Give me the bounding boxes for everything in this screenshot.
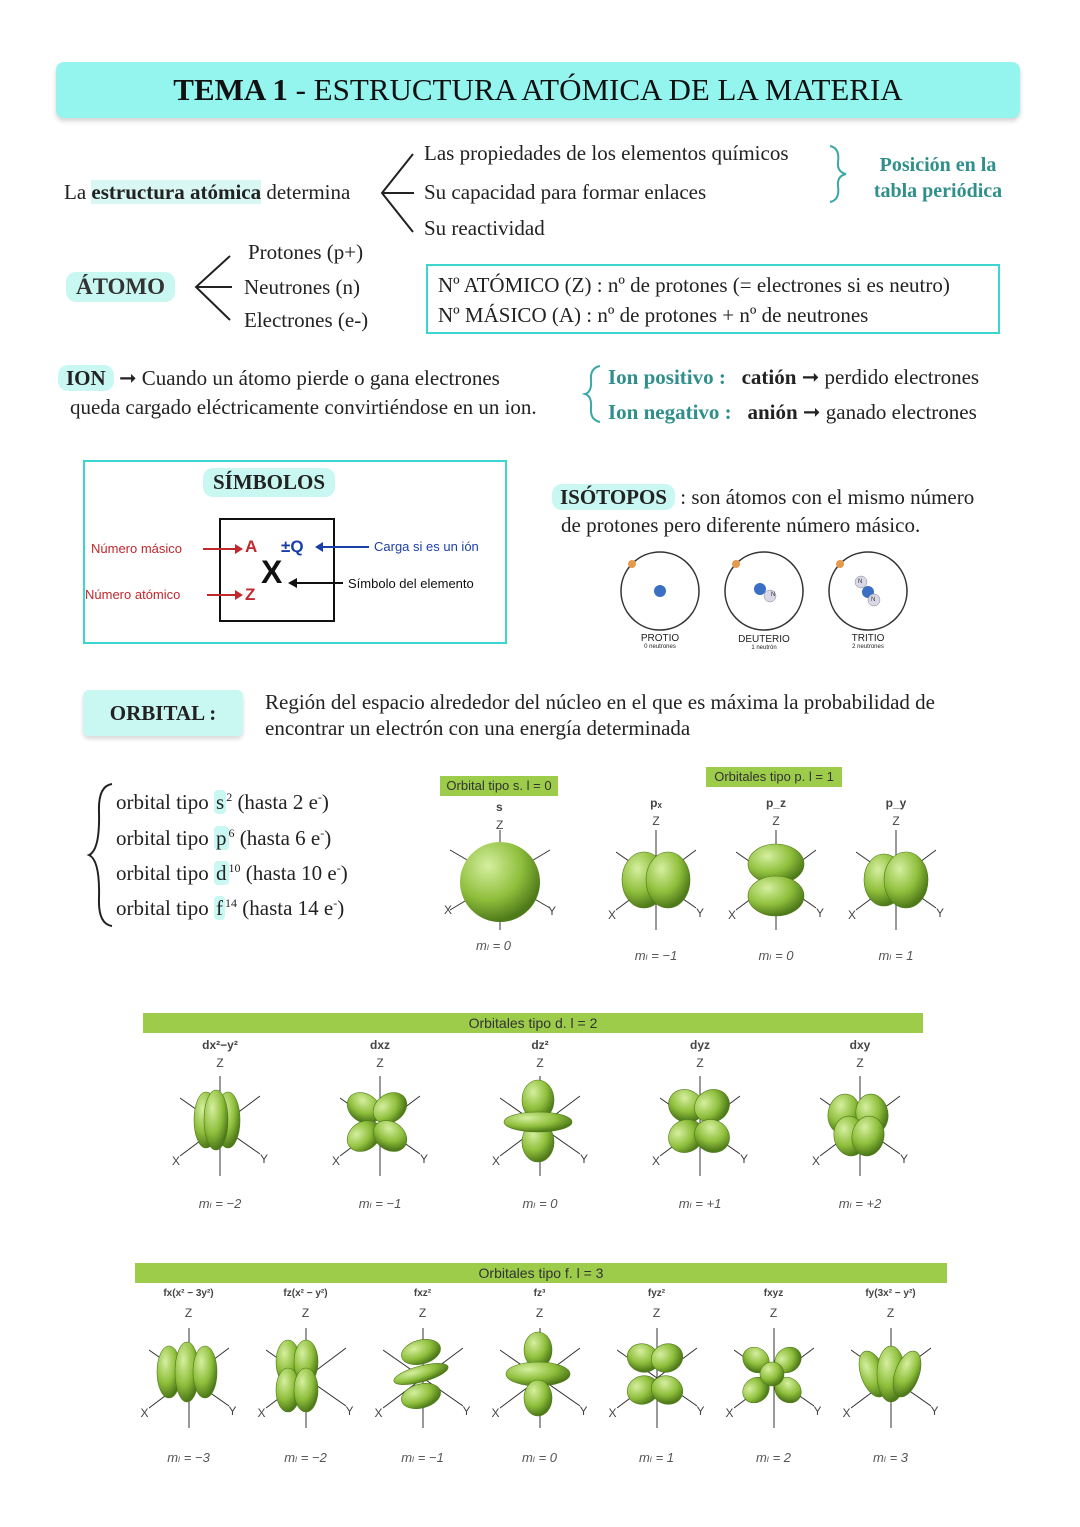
orbital-type-s: orbital tipo s $^2$ (hasta 2 e-) (116, 790, 329, 814)
s-orbital-header: Orbital tipo s. l = 0 (440, 776, 558, 796)
f-orbital-shape (617, 1328, 697, 1428)
s-orbital-ml: mₗ = 0 (476, 938, 512, 953)
d-orbital-shape (660, 1076, 740, 1176)
orbital-label: ORBITAL : (83, 690, 243, 736)
p-orbital-cell (716, 796, 836, 966)
f-axis-y: Y (462, 1404, 471, 1418)
neutron-label-tritio-2: N (871, 597, 876, 603)
atomo-brace (192, 254, 236, 324)
d-orbital-cell (780, 1038, 940, 1218)
f-axis-z: Z (184, 1306, 193, 1320)
d-axis-z: Z (216, 1056, 224, 1070)
posicion-tabla: Posición en la tabla periódica (873, 154, 1003, 202)
d-orbital-shape (340, 1076, 420, 1176)
d-axis-y: Y (580, 1152, 589, 1166)
f-orbital-shape (266, 1328, 346, 1428)
d-orbital-ml: mₗ = +2 (838, 1196, 882, 1211)
f-axis-y: Y (228, 1404, 237, 1418)
estructura-item-3: Su reactividad (424, 216, 545, 240)
d-axis-z: Z (856, 1056, 864, 1070)
p-orbital-ml: mₗ = 1 (878, 948, 914, 963)
neutron-label-deuterio: N (771, 592, 776, 598)
isotopos-line2: de protones pero diferente número másico. (561, 513, 921, 537)
ion-line2: queda cargado eléctricamente convirtiéndose en un ion. (70, 395, 537, 419)
p-orbital-ml: mₗ = 0 (758, 948, 794, 963)
p-orbital-shape (736, 830, 816, 930)
d-axis-y: Y (740, 1152, 749, 1166)
p-orbital-cell (836, 796, 956, 966)
d-orbital-ml: mₗ = 0 (522, 1196, 558, 1211)
f-axis-y: Y (579, 1404, 588, 1418)
f-axis-z: Z (301, 1306, 310, 1320)
p-axis-y: Y (816, 906, 825, 920)
estructura-item-1: Las propiedades de los elementos químicos (424, 141, 789, 165)
orbital-types-brace (86, 782, 114, 928)
f-axis-y: Y (930, 1404, 939, 1418)
isotopo-protio (621, 552, 699, 630)
symbol-X: X (261, 554, 283, 590)
d-axis-y: Y (420, 1152, 429, 1166)
f-axis-x: X (842, 1406, 851, 1420)
f-orbitals-row (130, 1288, 960, 1478)
s-orbital-name: s (496, 800, 503, 814)
atomo-protones: Protones (p+) (248, 240, 364, 264)
orbital-type-d: orbital tipo d $^{10}$ (hasta 10 e-) (116, 861, 348, 885)
p-axis-z: Z (892, 814, 900, 828)
f-orbital-name: fxz² (413, 1288, 432, 1299)
f-axis-x: X (608, 1406, 617, 1420)
p-orbital-shape (856, 830, 936, 930)
f-orbital-cell (364, 1288, 481, 1478)
f-orbital-ml: mₗ = 0 (521, 1450, 558, 1465)
d-orbital-header: Orbitales tipo d. l = 2 (143, 1013, 923, 1033)
orbital-line1: Región del espacio alrededor del núcleo en el que es máxima la probabilidad de (265, 690, 936, 714)
p-orbital-header: Orbitales tipo p. l = 1 (706, 767, 842, 787)
f-axis-y: Y (813, 1404, 822, 1418)
simbolos-box (83, 460, 507, 644)
label-numero-atomico: Número atómico (85, 587, 181, 602)
numeros-box (426, 264, 1000, 334)
f-orbital-cell (481, 1288, 598, 1478)
f-axis-z: Z (418, 1306, 427, 1320)
f-orbital-ml: mₗ = −1 (401, 1450, 444, 1465)
d-orbital-name: dyz (689, 1038, 710, 1052)
f-orbital-shape (149, 1328, 229, 1428)
d-orbital-name: dz² (531, 1038, 549, 1052)
p-orbital-name: p_z (765, 796, 786, 810)
label-carga: Carga si es un ión (374, 539, 479, 554)
ion-line1: ION ➞ Cuando un átomo pierde o gana electrones (58, 366, 500, 391)
d-orbital-ml: mₗ = −2 (198, 1196, 242, 1211)
d-orbital-ml: mₗ = +1 (678, 1196, 722, 1211)
f-orbital-name: fz³ (533, 1288, 546, 1299)
d-axis-z: Z (376, 1056, 384, 1070)
isotopo-deuterio-label: DEUTERIO 1 neutrón (738, 634, 790, 651)
f-orbital-cell (247, 1288, 364, 1478)
d-axis-z: Z (696, 1056, 704, 1070)
orbital-type-p: orbital tipo p $^6$ (hasta 6 e-) (116, 826, 332, 850)
p-axis-x: X (728, 908, 737, 922)
ion-negativo: Ion negativo : anión ➞ ganado electrones (608, 400, 977, 424)
f-orbital-cell (598, 1288, 715, 1478)
p-axis-z: Z (772, 814, 780, 828)
d-axis-x: X (172, 1154, 181, 1168)
symbol-A: A (245, 537, 258, 556)
right-brace (826, 144, 850, 204)
atomo-electrones: Electrones (e-) (244, 308, 369, 332)
p-orbital-cell (596, 796, 716, 966)
atomo-label: ÁTOMO (66, 272, 175, 302)
isotopos-line1: ISÓTOPOS : son átomos con el mismo número (552, 485, 974, 510)
page-title: TEMA 1 - ESTRUCTURA ATÓMICA DE LA MATERIA (56, 62, 1020, 118)
s-axis-y: Y (548, 904, 557, 918)
isotopo-protio-label: PROTIO 0 neutrones (640, 633, 680, 650)
neutron-label-tritio-1: N (858, 579, 863, 585)
orbital-type-f: orbital tipo f $^{14}$ (hasta 14 e-) (116, 896, 345, 920)
simbolos-title: SÍMBOLOS (203, 468, 335, 497)
f-orbital-name: fyz² (647, 1288, 666, 1299)
f-orbital-shape (851, 1328, 931, 1428)
f-axis-z: Z (535, 1306, 544, 1320)
f-orbital-name: fx(x² − 3y²) (163, 1288, 214, 1299)
estructura-brace (378, 152, 418, 234)
isotopo-tritio (829, 552, 907, 630)
f-orbital-name: fy(3x² − y²) (865, 1288, 916, 1299)
symbol-Q: ±Q (281, 537, 304, 556)
f-axis-x: X (257, 1406, 266, 1420)
f-orbital-cell (130, 1288, 247, 1478)
p-orbital-name: pₓ (650, 796, 662, 810)
f-orbital-ml: mₗ = 3 (872, 1450, 909, 1465)
f-orbital-shape (500, 1328, 580, 1428)
d-axis-x: X (652, 1154, 661, 1168)
d-axis-y: Y (260, 1152, 269, 1166)
f-axis-x: X (491, 1406, 500, 1420)
orbital-line2: encontrar un electrón con una energía determinada (265, 716, 691, 740)
p-axis-y: Y (696, 906, 705, 920)
numero-atomico: Nº ATÓMICO (Z) : nº de protones (= electrones si es neutro) (438, 273, 950, 297)
d-axis-x: X (332, 1154, 341, 1168)
d-axis-z: Z (536, 1056, 544, 1070)
d-orbital-name: dx²−y² (202, 1038, 238, 1052)
f-orbital-ml: mₗ = 2 (755, 1450, 792, 1465)
d-orbital-name: dxz (369, 1038, 390, 1052)
f-axis-y: Y (345, 1404, 354, 1418)
atomo-neutrones: Neutrones (n) (244, 275, 361, 299)
p-orbital-name: p_y (885, 796, 907, 810)
f-orbital-ml: mₗ = 1 (638, 1450, 675, 1465)
f-axis-y: Y (696, 1404, 705, 1418)
d-orbital-cell (460, 1038, 620, 1218)
d-orbital-cell (300, 1038, 460, 1218)
f-orbital-shape (734, 1328, 814, 1428)
f-orbital-cell (715, 1288, 832, 1478)
symbol-Z: Z (245, 585, 256, 604)
s-axis-x: X (444, 903, 453, 917)
d-orbital-shape (500, 1076, 580, 1176)
s-axis-z: Z (496, 818, 504, 832)
p-orbitals-row (596, 796, 966, 966)
d-orbital-name: dxy (849, 1038, 871, 1052)
d-orbital-shape (820, 1076, 900, 1176)
p-axis-y: Y (936, 906, 945, 920)
isotopo-deuterio (725, 552, 803, 630)
f-orbital-name: fxyz (763, 1288, 784, 1299)
f-orbital-name: fz(x² − y²) (283, 1288, 328, 1299)
f-axis-x: X (140, 1406, 149, 1420)
label-simbolo: Símbolo del elemento (348, 576, 474, 591)
estructura-item-2: Su capacidad para formar enlaces (424, 180, 707, 204)
d-orbital-cell (140, 1038, 300, 1218)
f-orbital-ml: mₗ = −3 (167, 1450, 210, 1465)
f-axis-z: Z (769, 1306, 778, 1320)
d-axis-x: X (812, 1154, 821, 1168)
p-orbital-ml: mₗ = −1 (634, 948, 678, 963)
f-orbital-cell (832, 1288, 949, 1478)
ion-brace (582, 364, 604, 424)
d-orbital-ml: mₗ = −1 (358, 1196, 402, 1211)
f-axis-z: Z (886, 1306, 895, 1320)
f-orbital-shape (383, 1328, 463, 1428)
f-axis-x: X (374, 1406, 383, 1420)
d-orbital-shape (180, 1076, 260, 1176)
numero-masico: Nº MÁSICO (A) : nº de protones + nº de neutrones (438, 303, 869, 327)
ion-positivo: Ion positivo : catión ➞ perdido electrones (608, 365, 980, 389)
f-orbital-header: Orbitales tipo f. l = 3 (135, 1263, 947, 1283)
p-axis-x: X (608, 908, 617, 922)
p-orbital-shape (616, 830, 696, 930)
d-orbitals-row (140, 1038, 940, 1218)
d-axis-y: Y (900, 1152, 909, 1166)
p-axis-z: Z (652, 814, 660, 828)
label-numero-masico: Número másico (91, 541, 183, 556)
d-orbital-cell (620, 1038, 780, 1218)
f-orbital-ml: mₗ = −2 (284, 1450, 327, 1465)
f-axis-x: X (725, 1406, 734, 1420)
f-axis-z: Z (652, 1306, 661, 1320)
estructura-text: La estructura atómica determina (64, 180, 351, 204)
d-axis-x: X (492, 1154, 501, 1168)
isotopo-tritio-label: TRITIO 2 neutrones (851, 633, 885, 650)
p-axis-x: X (848, 908, 857, 922)
